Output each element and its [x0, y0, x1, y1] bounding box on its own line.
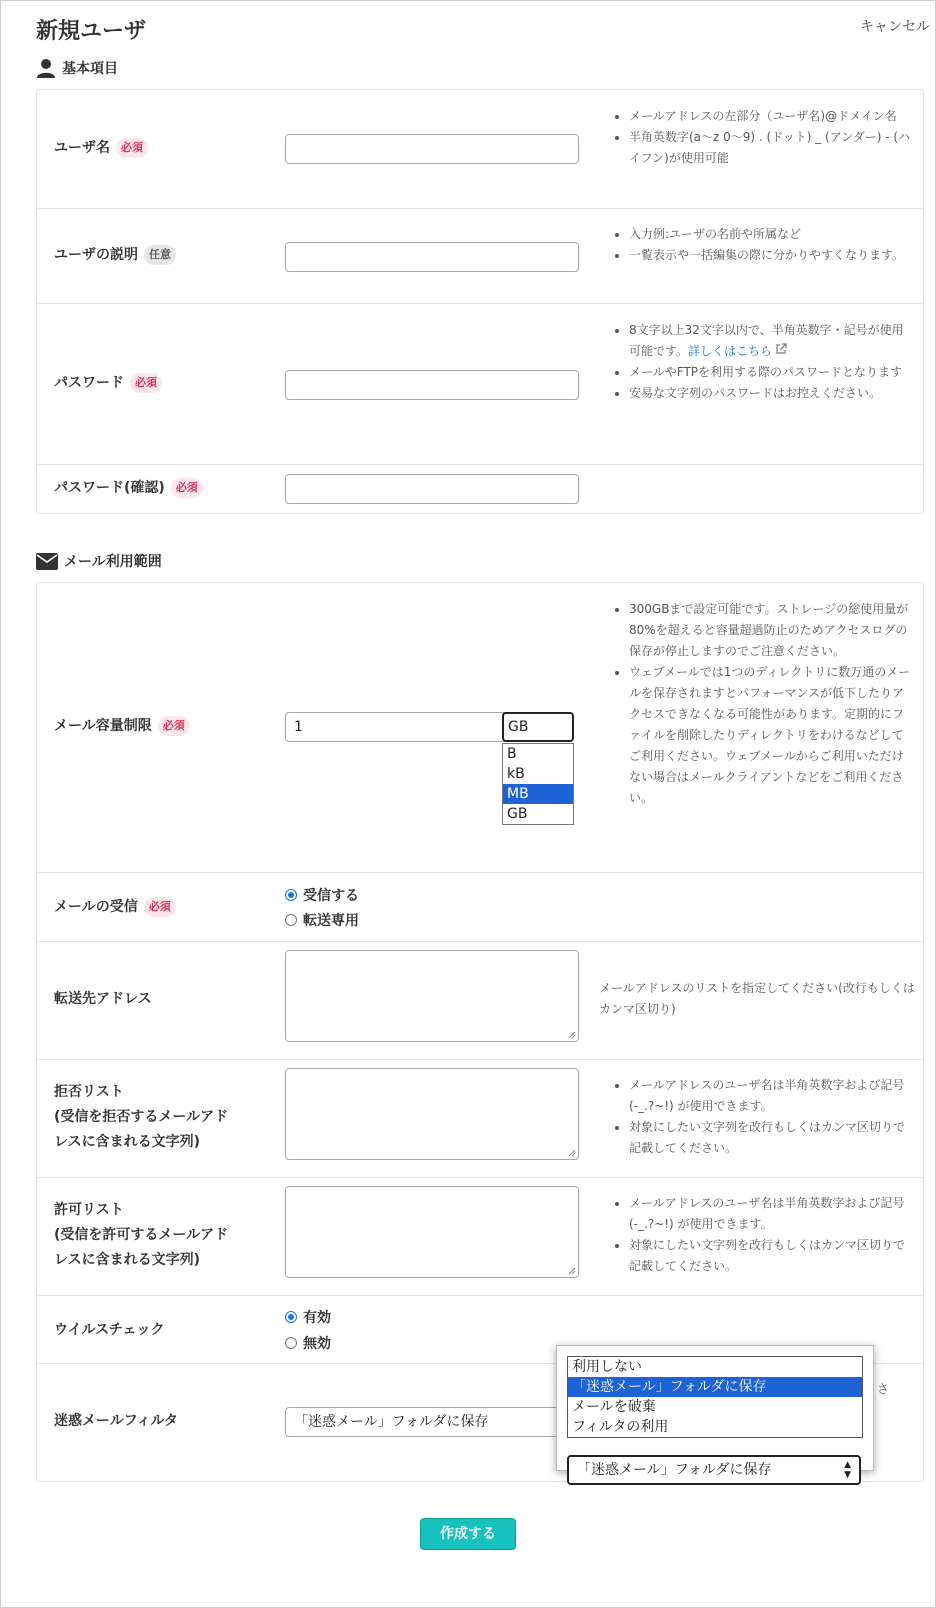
row-receive: [37, 872, 923, 942]
row-password: [37, 303, 923, 465]
help-item: • 安易な文字列のパスワードはお控えください。: [629, 383, 911, 404]
description-help: [611, 224, 911, 266]
radio-checked[interactable]: [285, 1311, 297, 1323]
row-deny: [37, 1059, 923, 1178]
virus-label: ウイルスチェック: [54, 1322, 165, 1338]
help-item: • メールアドレスのユーザ名は半角英数字および記号(-_.?~!) が使用できます。: [629, 1075, 911, 1117]
row-quota: [37, 583, 923, 872]
deny-label-line: (受信を拒否するメールアド: [54, 1109, 229, 1125]
quota-help: [611, 599, 911, 809]
receive-label-text: メールの受信: [54, 899, 138, 915]
spam-select-value: 「迷惑メール」フォルダに保存: [577, 1462, 772, 1478]
password-confirm-input[interactable]: [285, 474, 579, 504]
resize-handle-icon[interactable]: [568, 1031, 576, 1039]
resize-handle-icon[interactable]: [568, 1267, 576, 1275]
help-item: • 対象にしたい文字列を改行もしくはカンマ区切りで記載してください。: [629, 1235, 911, 1277]
required-badge: 必須: [158, 716, 190, 736]
section-mail-heading: [36, 551, 162, 571]
section-basic-title: 基本項目: [62, 61, 118, 77]
row-allow: [37, 1177, 923, 1296]
deny-label-line: レスに含まれる文字列): [54, 1134, 200, 1150]
allow-textarea[interactable]: [285, 1186, 579, 1278]
description-label: [54, 243, 176, 268]
allow-label-line: 許可リスト: [54, 1202, 124, 1218]
deny-label: [54, 1080, 228, 1155]
deny-label-line: 拒否リスト: [54, 1084, 124, 1100]
forward-label: 転送先アドレス: [54, 991, 152, 1007]
deny-help: [611, 1075, 911, 1159]
help-item: • 入力例:ユーザの名前や所属など: [629, 224, 911, 245]
forward-help: メールアドレスのリストを指定してください(改行もしくはカンマ区切り): [599, 981, 915, 1016]
row-username: [37, 90, 923, 208]
quota-label: [54, 714, 190, 739]
spam-dropdown-popup: [556, 1345, 874, 1480]
help-item: • ウェブメールでは1つのディレクトリに数万通のメールを保存されますとパフォーマンスが低下したりアクセスできなくなる可能性があります。定期的にファイルを削除したりディレクトリをわけるなどしてご利用ください。ウェブメールからご利用いただけない場合はメールクライアントなどをご利用ください。: [629, 662, 911, 809]
virus-option-disabled[interactable]: [285, 1333, 331, 1353]
spam-option-discard[interactable]: メールを破棄: [572, 1399, 656, 1415]
envelope-icon: [36, 553, 58, 570]
radio-label: 無効: [303, 1336, 331, 1352]
spam-option-filter[interactable]: フィルタの利用: [572, 1419, 669, 1435]
help-item: [629, 320, 911, 362]
quota-unit-dropdown: [502, 743, 574, 825]
optional-badge: 任意: [144, 245, 176, 265]
receive-option-forward-only[interactable]: [285, 910, 359, 930]
unit-option-kb[interactable]: kB: [507, 766, 525, 782]
section-mail-title: メール利用範囲: [64, 554, 162, 570]
password-confirm-label-text: パスワード(確認): [54, 480, 165, 496]
radio-label: 転送専用: [303, 913, 359, 929]
help-text: 8文字以上32文字以内で、半角英数字・記号が使用可能です。: [629, 323, 904, 358]
help-item: • メールアドレスの左部分（ユーザ名)@ドメイン名: [629, 106, 911, 127]
receive-option-receive[interactable]: [285, 885, 359, 905]
password-confirm-label: [54, 476, 203, 501]
resize-handle-icon[interactable]: [568, 1149, 576, 1157]
help-item: • 一覧表示や一括編集の際に分かりやすくなります。: [629, 245, 911, 266]
help-item: • 300GBまで設定可能です。ストレージの総使用量が80%を超えると容量超過防止のためアクセスログの保存が停止しますのでご注意ください。: [629, 599, 911, 662]
spam-select-value: 「迷惑メール」フォルダに保存: [294, 1414, 489, 1430]
description-label-text: ユーザの説明: [54, 247, 138, 263]
required-badge: 必須: [130, 373, 162, 393]
spam-option-folder[interactable]: 「迷惑メール」フォルダに保存: [568, 1377, 862, 1397]
help-item: • メールやFTPを利用する際のパスワードとなります: [629, 362, 911, 383]
password-input[interactable]: [285, 370, 579, 400]
receive-label: [54, 895, 176, 920]
section-basic-heading: [36, 58, 118, 78]
virus-option-enabled[interactable]: [285, 1307, 331, 1327]
required-badge: 必須: [171, 478, 203, 498]
row-forward: [37, 941, 923, 1060]
create-button[interactable]: 作成する: [420, 1518, 516, 1550]
cancel-link[interactable]: キャンセル: [860, 19, 930, 35]
unit-option-b[interactable]: B: [507, 746, 517, 762]
spam-options-list: [567, 1356, 863, 1438]
basic-panel: [36, 89, 924, 514]
password-help: [611, 320, 911, 404]
radio-label: 受信する: [303, 888, 359, 904]
radio-unchecked[interactable]: [285, 1337, 297, 1349]
username-label-text: ユーザ名: [54, 140, 110, 156]
row-description: [37, 208, 923, 304]
spam-label: 迷惑メールフィルタ: [54, 1413, 179, 1429]
username-label: [54, 136, 148, 161]
help-item: • 対象にしたい文字列を改行もしくはカンマ区切りで記載してください。: [629, 1117, 911, 1159]
spam-option-disabled[interactable]: 利用しない: [572, 1359, 642, 1375]
allow-label: [54, 1198, 228, 1273]
spam-select[interactable]: [285, 1407, 579, 1437]
spam-select-focused[interactable]: [567, 1455, 861, 1485]
row-password-confirm: [37, 464, 923, 513]
username-input[interactable]: [285, 134, 579, 164]
quota-label-text: メール容量制限: [54, 718, 152, 734]
details-link[interactable]: 詳しくはこちら: [688, 344, 773, 358]
allow-help: [611, 1193, 911, 1277]
spam-help-fragment: さ: [877, 1382, 890, 1396]
unit-option-gb[interactable]: GB: [507, 806, 528, 822]
required-badge: 必須: [144, 897, 176, 917]
quota-unit-select[interactable]: GB: [502, 712, 574, 742]
allow-label-line: (受信を許可するメールアド: [54, 1227, 229, 1243]
username-help: [611, 106, 911, 169]
help-item: • メールアドレスのユーザ名は半角英数字および記号(-_.?~!) が使用できます。: [629, 1193, 911, 1235]
radio-unchecked[interactable]: [285, 914, 297, 926]
password-label: [54, 371, 162, 396]
description-input[interactable]: [285, 242, 579, 272]
select-arrows-icon: ▲ ▼: [844, 1460, 851, 1480]
unit-option-mb[interactable]: MB: [503, 784, 573, 804]
page-title: 新規ユーザ: [36, 19, 147, 44]
external-link-icon: [775, 343, 787, 355]
allow-label-line: レスに含まれる文字列): [54, 1252, 200, 1268]
forward-textarea[interactable]: [285, 950, 579, 1042]
radio-label: 有効: [303, 1310, 331, 1326]
radio-checked[interactable]: [285, 889, 297, 901]
password-label-text: パスワード: [54, 375, 124, 391]
help-item: • 半角英数字(a〜z 0〜9) . (ドット) _ (アンダー) - (ハイフン)が使用可能: [629, 127, 911, 169]
required-badge: 必須: [116, 138, 148, 158]
quota-input[interactable]: 1: [285, 712, 509, 742]
deny-textarea[interactable]: [285, 1068, 579, 1160]
user-icon: [36, 58, 56, 78]
